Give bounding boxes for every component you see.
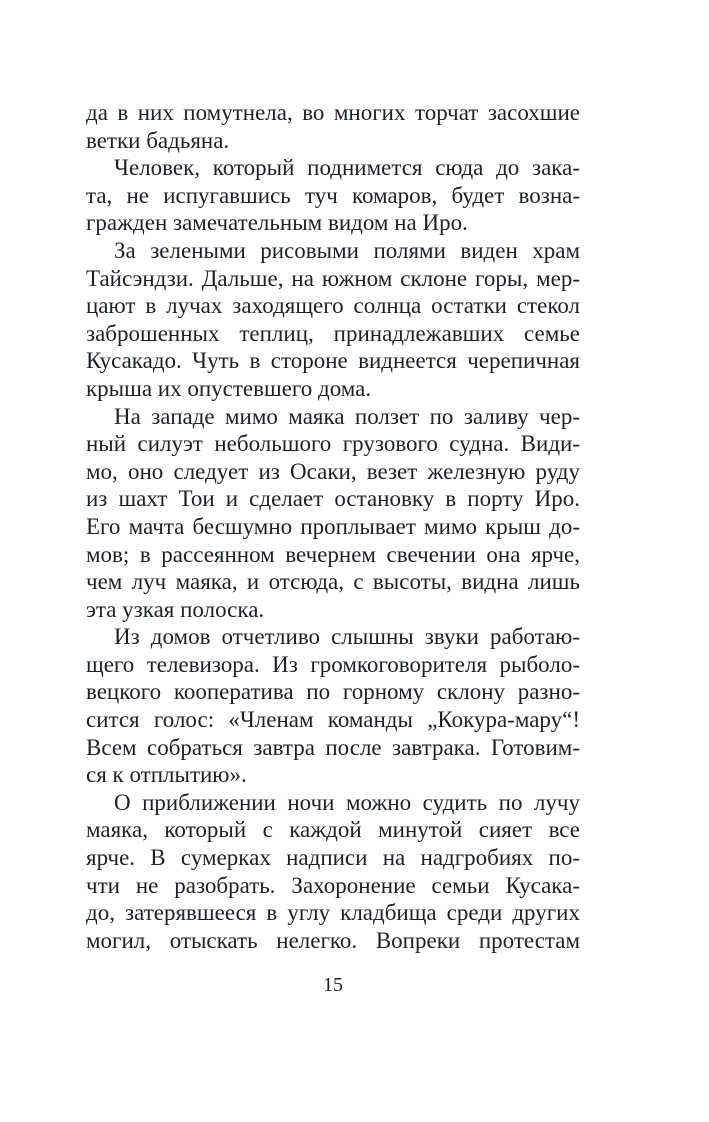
text-line: Тайсэндзи. Дальше, на южном склоне горы, мер- — [86, 265, 580, 291]
text-line: Его мачта бесшумно проплывает мимо крыш до- — [86, 513, 580, 539]
text-line: могил, отыскать нелегко. Вопреки протестам — [86, 927, 580, 953]
paragraph — [86, 154, 580, 237]
text-line: заброшенных теплиц, принадлежавших семье — [86, 320, 580, 346]
text-line: чем луч маяка, и отсюда, с высоты, видна лишь — [86, 569, 580, 595]
paragraph — [86, 789, 580, 955]
text-line: из шахт Тои и сделает остановку в порту Иро. — [86, 486, 580, 512]
paragraph — [86, 623, 580, 789]
text-line: маяка, который с каждой минутой сияет все — [86, 817, 580, 843]
text-block — [86, 99, 580, 954]
text-line: чти не разобрать. Захоронение семьи Кусака- — [86, 872, 580, 898]
text-line: Всем собраться завтра после завтрака. Готовим- — [86, 734, 580, 760]
text-line: мов; в рассеянном вечернем свечении она ярче, — [86, 541, 580, 567]
text-line: Кусакадо. Чуть в стороне виднеется черепичная — [86, 348, 580, 374]
text-line: Из домов отчетливо слышны звуки работаю- — [114, 624, 580, 650]
text-line: ся к отплытию». — [86, 762, 247, 788]
text-line: до, затерявшееся в углу кладбища среди других — [86, 900, 580, 926]
paragraph — [86, 237, 580, 403]
paragraph — [86, 99, 580, 154]
text-line: мо, оно следует из Осаки, везет железную руду — [86, 458, 580, 484]
paragraph — [86, 403, 580, 624]
text-line: На западе мимо маяка ползет по заливу чер- — [114, 403, 580, 429]
text-line: цают в лучах заходящего солнца остатки стекол — [86, 293, 580, 319]
text-line: ный силуэт небольшого грузового судна. Види- — [86, 431, 580, 457]
text-line: ветки бадьяна. — [86, 127, 230, 153]
text-line: крыша их опустевшего дома. — [86, 375, 372, 401]
text-line: ярче. В сумерках надписи на надгробиях по- — [86, 845, 580, 871]
text-line: щего телевизора. Из громкоговорителя рыболо- — [86, 651, 580, 677]
text-line: сится голос: «Членам команды „Кокура-мару“! — [86, 707, 580, 733]
text-line: Человек, который поднимется сюда до зака- — [114, 155, 580, 181]
text-line: За зелеными рисовыми полями виден храм — [114, 237, 580, 263]
text-line: О приближении ночи можно судить по лучу — [114, 789, 580, 815]
text-line: гражден замечательным видом на Иро. — [86, 210, 468, 236]
text-line: да в них помутнела, во многих торчат засохшие — [86, 100, 580, 125]
text-line: вецкого кооператива по горному склону разно- — [86, 679, 580, 705]
page-number: 15 — [323, 974, 343, 996]
text-line: эта узкая полоска. — [86, 596, 265, 622]
text-line: та, не испугавшись туч комаров, будет возна- — [86, 182, 580, 208]
